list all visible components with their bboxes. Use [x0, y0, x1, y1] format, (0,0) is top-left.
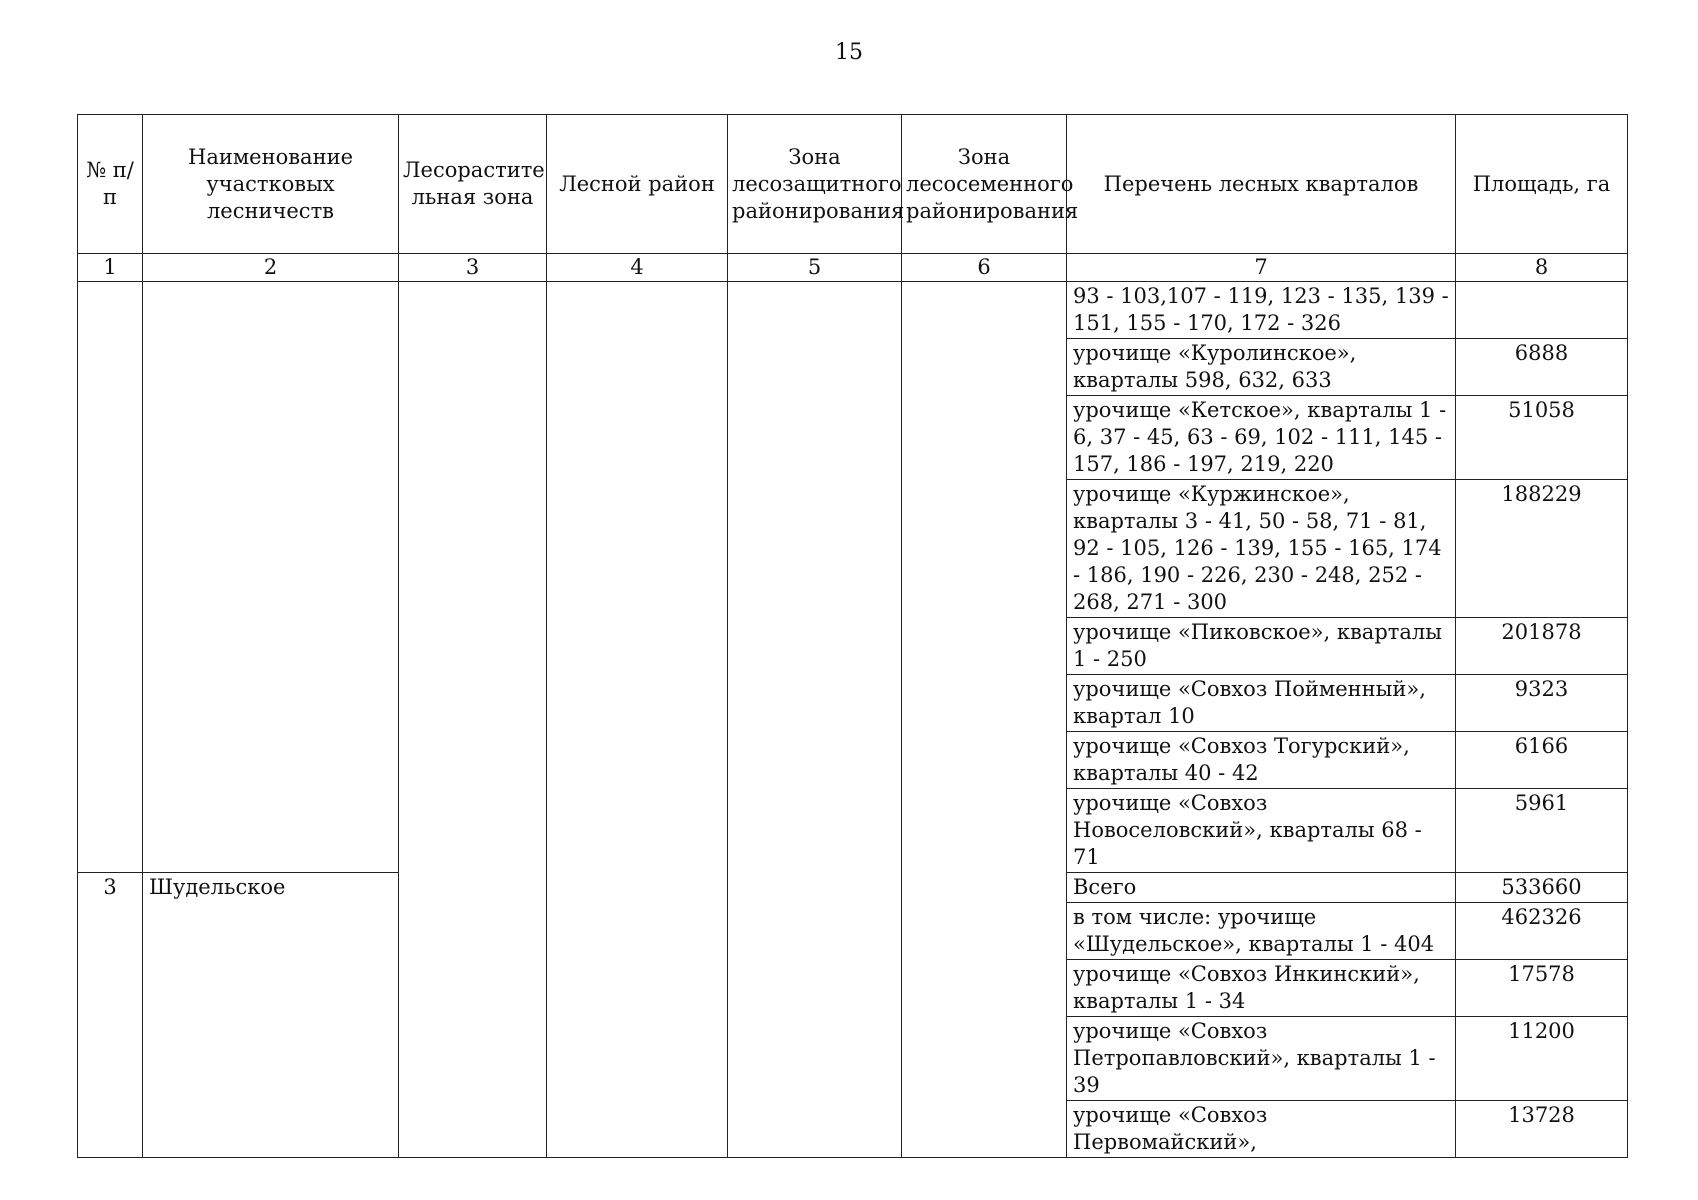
quarters-cell: урочище «Совхоз Пойменный», квартал 10	[1067, 675, 1456, 732]
header-area: Площадь, га	[1456, 115, 1628, 254]
area-cell: 13728	[1456, 1101, 1628, 1158]
quarters-cell: урочище «Куролинское», кварталы 598, 632, 633	[1067, 339, 1456, 396]
area-cell: 201878	[1456, 618, 1628, 675]
quarters-cell: Всего	[1067, 873, 1456, 903]
quarters-cell: урочище «Совхоз Тогурский», кварталы 40 - 42	[1067, 732, 1456, 789]
header-row	[78, 115, 1628, 254]
column-number: 1	[78, 254, 143, 282]
quarters-cell: урочище «Совхоз Новоселовский», кварталы 68 - 71	[1067, 789, 1456, 873]
district-name-cell: Шудельское	[143, 873, 399, 1158]
column-number: 5	[728, 254, 902, 282]
table-row	[78, 282, 1628, 339]
header-district-name: Наименование участковых лесничеств	[143, 115, 399, 254]
area-cell: 6888	[1456, 339, 1628, 396]
header-vegetation-zone: Лесорастите льная зона	[399, 115, 547, 254]
header-quarters-list: Перечень лесных кварталов	[1067, 115, 1456, 254]
header-number: № п/п	[78, 115, 143, 254]
area-cell	[1456, 282, 1628, 339]
prev-name-cell	[143, 282, 399, 873]
area-cell: 11200	[1456, 1017, 1628, 1101]
quarters-cell: урочище «Совхоз Первомайский»,	[1067, 1101, 1456, 1158]
header-seed-zone: Зона лесосеменного районирования	[902, 115, 1067, 254]
column-number: 8	[1456, 254, 1628, 282]
page-number: 15	[835, 40, 863, 65]
quarters-cell: урочище «Куржинское», кварталы 3 - 41, 50 - 58, 71 - 81, 92 - 105, 126 - 139, 155 - 165, 174 - 186, 190 - 226, 230 - 248, 252 - 268, 271 - 300	[1067, 480, 1456, 618]
vegetation-zone-cell	[399, 282, 547, 1158]
protection-zone-cell	[728, 282, 902, 1158]
quarters-cell: 93 - 103,107 - 119, 123 - 135, 139 - 151, 155 - 170, 172 - 326	[1067, 282, 1456, 339]
quarters-cell: урочище «Пиковское», кварталы 1 - 250	[1067, 618, 1456, 675]
area-cell: 17578	[1456, 960, 1628, 1017]
area-cell: 6166	[1456, 732, 1628, 789]
forest-districts-table	[77, 114, 1628, 1158]
column-number: 6	[902, 254, 1067, 282]
column-number: 4	[547, 254, 728, 282]
seed-zone-cell	[902, 282, 1067, 1158]
quarters-cell: в том числе: урочище «Шудельское», кварталы 1 - 404	[1067, 903, 1456, 960]
header-protection-zone: Зона лесозащитного районирования	[728, 115, 902, 254]
column-numbers-row	[78, 254, 1628, 282]
area-cell: 462326	[1456, 903, 1628, 960]
forest-region-cell	[547, 282, 728, 1158]
header-forest-region: Лесной район	[547, 115, 728, 254]
column-number: 2	[143, 254, 399, 282]
area-cell: 5961	[1456, 789, 1628, 873]
area-cell: 9323	[1456, 675, 1628, 732]
quarters-cell: урочище «Кетское», кварталы 1 - 6, 37 - 45, 63 - 69, 102 - 111, 145 - 157, 186 - 197, 219, 220	[1067, 396, 1456, 480]
area-cell: 188229	[1456, 480, 1628, 618]
area-cell: 51058	[1456, 396, 1628, 480]
quarters-cell: урочище «Совхоз Петропавловский», кварталы 1 - 39	[1067, 1017, 1456, 1101]
district-number-cell: 3	[78, 873, 143, 1158]
column-number: 7	[1067, 254, 1456, 282]
quarters-cell: урочище «Совхоз Инкинский», кварталы 1 - 34	[1067, 960, 1456, 1017]
area-cell: 533660	[1456, 873, 1628, 903]
prev-number-cell	[78, 282, 143, 873]
column-number: 3	[399, 254, 547, 282]
